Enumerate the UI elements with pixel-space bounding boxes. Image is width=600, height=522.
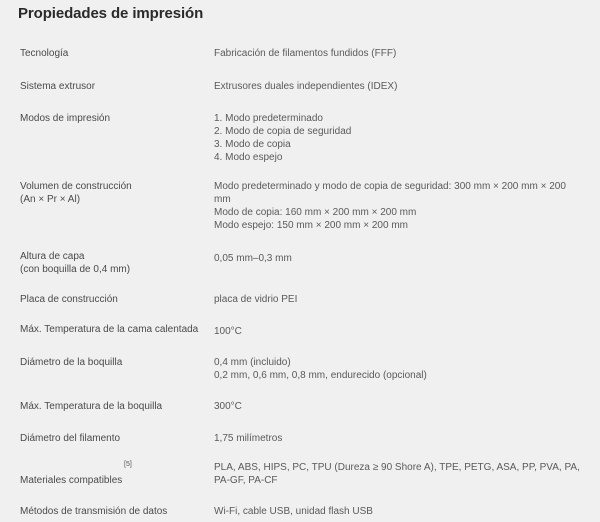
spec-label: Máx. Temperatura de la cama calentada <box>20 324 199 335</box>
section-title: Propiedades de impresión <box>18 5 204 22</box>
spec-value: Wi-Fi, cable USB, unidad flash USB <box>214 506 373 517</box>
spec-value: Fabricación de filamentos fundidos (FFF) <box>214 48 397 59</box>
volume-item: Modo de copia: 160 mm × 200 mm × 200 mm <box>214 207 417 218</box>
footnote-ref[interactable]: [5] <box>124 461 132 468</box>
volume-item: Modo predeterminado y modo de copia de seguridad: 300 mm × 200 mm × 200 mm <box>214 181 566 205</box>
mode-item: 2. Modo de copia de seguridad <box>214 126 352 137</box>
spec-label-line: (con boquilla de 0,4 mm) <box>20 264 131 275</box>
spec-value: 300°C <box>214 401 242 412</box>
spec-value: 0,05 mm–0,3 mm <box>214 253 292 264</box>
spec-label: Diámetro del filamento <box>20 433 121 444</box>
spec-label <box>20 474 210 487</box>
spec-label-line: Altura de capa <box>20 251 85 262</box>
mode-item: 4. Modo espejo <box>214 152 283 163</box>
spec-value-list <box>214 180 566 232</box>
spec-value-list <box>214 356 584 382</box>
spec-label: Modos de impresión <box>20 113 111 124</box>
spec-value: 100°C <box>214 326 242 337</box>
spec-label: Placa de construcción <box>20 294 118 305</box>
mode-item: 3. Modo de copia <box>214 139 291 150</box>
spec-label-text: Materiales compatibles <box>20 475 123 486</box>
spec-value: Extrusores duales independientes (IDEX) <box>214 81 398 92</box>
spec-label: Métodos de transmisión de datos <box>20 506 168 517</box>
mode-item: 1. Modo predeterminado <box>214 113 323 124</box>
spec-label: Tecnología <box>20 48 69 59</box>
spec-label-line: Volumen de construcción <box>20 181 132 192</box>
spec-value: 1,75 milímetros <box>214 433 283 444</box>
spec-value-list <box>214 112 584 164</box>
spec-label <box>20 250 210 276</box>
spec-value: PLA, ABS, HIPS, PC, TPU (Dureza ≥ 90 Shore A), TPE, PETG, ASA, PP, PVA, PA, PA-GF, PA-CF <box>214 462 580 486</box>
spec-value: placa de vidrio PEI <box>214 294 298 305</box>
spec-label: Máx. Temperatura de la boquilla <box>20 401 163 412</box>
volume-item: Modo espejo: 150 mm × 200 mm × 200 mm <box>214 220 408 231</box>
nozzle-item: 0,4 mm (incluido) <box>214 357 291 368</box>
spec-label-line: (An × Pr × Al) <box>20 194 81 205</box>
spec-label: Diámetro de la boquilla <box>20 357 123 368</box>
nozzle-item: 0,2 mm, 0,6 mm, 0,8 mm, endurecido (opcional) <box>214 370 427 381</box>
spec-label: Sistema extrusor <box>20 81 96 92</box>
spec-label <box>20 180 210 206</box>
